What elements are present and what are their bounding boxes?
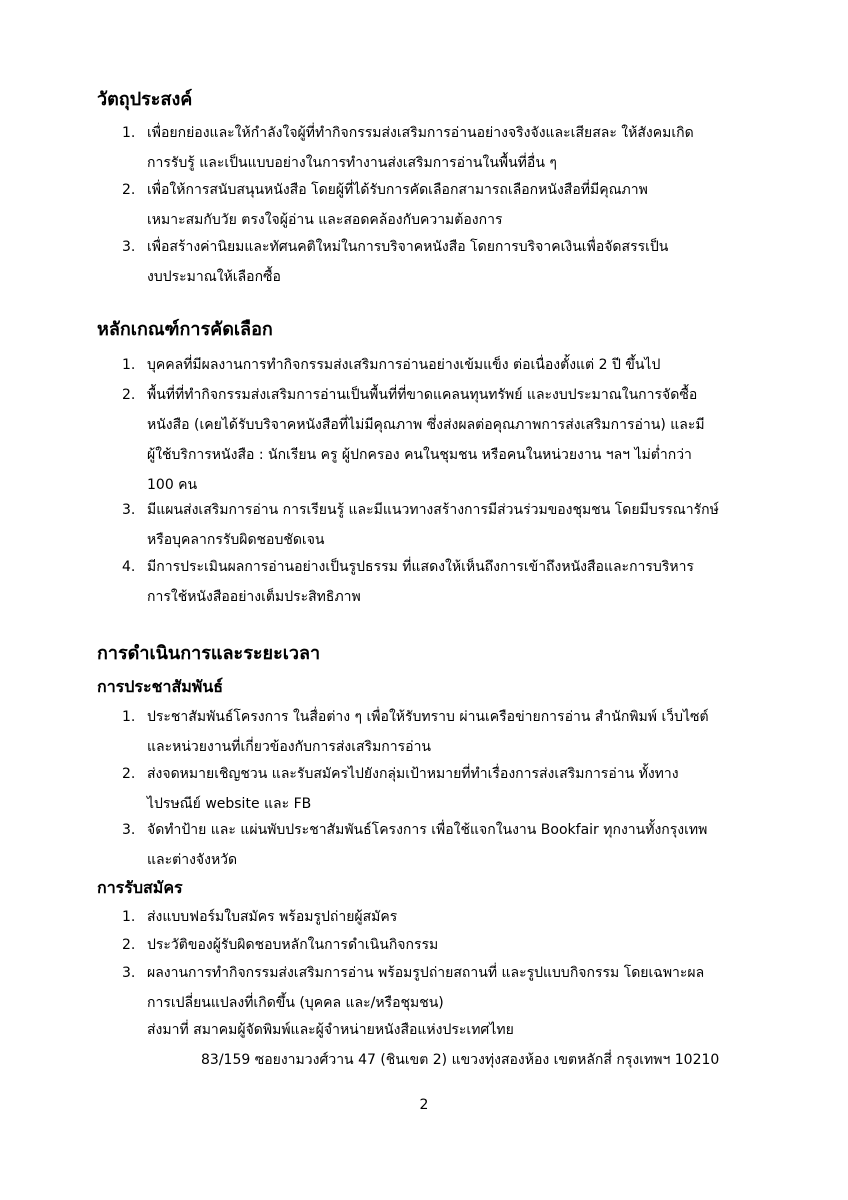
list-item-text [147,815,759,875]
list-item-text [147,759,759,819]
publicity-subheading: การประชาสัมพันธ์ [97,677,224,696]
list-item-text [147,930,759,960]
text-line: เหมาะสมกับวัย ตรงใจผู้อ่าน และสอดคล้องกับความต้องการ [147,212,503,228]
list-item-text [147,902,759,932]
text-line: และหน่วยงานที่เกี่ยวข้องกับการส่งเสริมการอ่าน [147,739,431,755]
text-line: ไปรษณีย์ website และ FB [147,796,312,812]
list-number: 4. [122,559,136,575]
text-line: ส่งแบบฟอร์มใบสมัคร พร้อมรูปถ่ายผู้สมัคร [147,909,398,925]
text-line: การรับรู้ และเป็นแบบอย่างในการทำงานส่งเสริมการอ่านในพื้นที่อื่น ๆ [147,155,557,171]
application-subheading: การรับสมัคร [97,878,183,897]
list-item-text [147,552,759,612]
list-number: 3. [122,965,136,981]
text-line: การใช้หนังสืออย่างเต็มประสิทธิภาพ [147,589,361,605]
list-number: 2. [122,182,136,198]
text-line: จัดทำป้าย และ แผ่นพับประชาสัมพันธ์โครงการ เพื่อใช้แจกในงาน Bookfair ทุกงานทั้งกรุงเทพ [147,822,708,838]
text-line: ผู้ใช้บริการหนังสือ : นักเรียน ครู ผู้ปกครอง คนในชุมชน หรือคนในหน่วยงาน ฯลฯ ไม่ต่ำกว่า [147,447,692,463]
list-number: 3. [122,239,136,255]
list-number: 3. [122,822,136,838]
text-line: เพื่อยกย่องและให้กำลังใจผู้ที่ทำกิจกรรมส่งเสริมการอ่านอย่างจริงจังและเสียสละ ให้สังคมเกิด [147,125,694,141]
text-line: และต่างจังหวัด [147,852,238,868]
text-line: ส่งจดหมายเชิญชวน และรับสมัครไปยังกลุ่มเป้าหมายที่ทำเรื่องการส่งเสริมการอ่าน ทั้งทาง [147,766,679,782]
list-item-text [147,118,759,178]
text-line: เพื่อสร้างค่านิยมและทัศนคติใหม่ในการบริจาคหนังสือ โดยการบริจาคเงินเพื่อจัดสรรเป็น [147,239,669,255]
text-line: หรือบุคลากรรับผิดชอบชัดเจน [147,532,325,548]
list-number: 2. [122,937,136,953]
list-item-text [147,175,759,235]
text-line: เพื่อให้การสนับสนุนหนังสือ โดยผู้ที่ได้รับการคัดเลือกสามารถเลือกหนังสือที่มีคุณภาพ [147,182,648,198]
list-number: 2. [122,387,136,403]
text-line: ประชาสัมพันธ์โครงการ ในสื่อต่าง ๆ เพื่อให้รับทราบ ผ่านเครือข่ายการอ่าน สำนักพิมพ์ เว็บไซต์ [147,709,709,725]
text-line: งบประมาณให้เลือกซื้อ [147,269,281,285]
list-number: 1. [122,909,136,925]
text-line: ผลงานการทำกิจกรรมส่งเสริมการอ่าน พร้อมรูปถ่ายสถานที่ และรูปแบบกิจกรรม โดยเฉพาะผล [147,965,705,981]
list-number: 1. [122,709,136,725]
list-item-text [147,958,759,1018]
list-item-text [147,380,759,500]
list-item-text [147,350,759,380]
list-number: 1. [122,125,136,141]
text-line: มีการประเมินผลการอ่านอย่างเป็นรูปธรรม ที่แสดงให้เห็นถึงการเข้าถึงหนังสือและการบริหาร [147,559,694,575]
text-line: มีแผนส่งเสริมการอ่าน การเรียนรู้ และมีแนวทางสร้างการมีส่วนร่วมของชุมชน โดยมีบรรณารักษ์ [147,502,719,518]
criteria-heading: หลักเกณฑ์การคัดเลือก [97,319,273,340]
page-number: 2 [419,1097,429,1113]
operations-heading: การดำเนินการและระยะเวลา [97,643,321,664]
list-item-text [147,702,759,762]
text-line: พื้นที่ที่ทำกิจกรรมส่งเสริมการอ่านเป็นพื้นที่ที่ขาดแคลนทุนทรัพย์ และงบประมาณในการจัดซื้อ [147,387,698,403]
send-to-text: ส่งมาที่ สมาคมผู้จัดพิมพ์และผู้จำหน่ายหนังสือแห่งประเทศไทย [147,1022,514,1038]
list-number: 1. [122,357,136,373]
objectives-heading: วัตถุประสงค์ [97,89,193,110]
text-line: การเปลี่ยนแปลงที่เกิดขึ้น (บุคคล และ/หรือชุมชน) [147,995,444,1011]
text-line: หนังสือ (เคยได้รับบริจาคหนังสือที่ไม่มีคุณภาพ ซึ่งส่งผลต่อคุณภาพการส่งเสริมการอ่าน) และมี [147,417,705,433]
text-line: ประวัติของผู้รับผิดชอบหลักในการดำเนินกิจกรรม [147,937,439,953]
list-item-text [147,495,759,555]
text-line: 100 คน [147,477,198,493]
list-number: 2. [122,766,136,782]
list-item-text [147,232,759,292]
text-line: บุคคลที่มีผลงานการทำกิจกรรมส่งเสริมการอ่านอย่างเข้มแข็ง ต่อเนื่องตั้งแต่ 2 ปี ขึ้นไป [147,357,661,373]
address-text: 83/159 ซอยงามวงศ์วาน 47 (ชินเขต 2) แขวงทุ่งสองห้อง เขตหลักสี่ กรุงเทพฯ 10210 [201,1052,720,1068]
list-number: 3. [122,502,136,518]
